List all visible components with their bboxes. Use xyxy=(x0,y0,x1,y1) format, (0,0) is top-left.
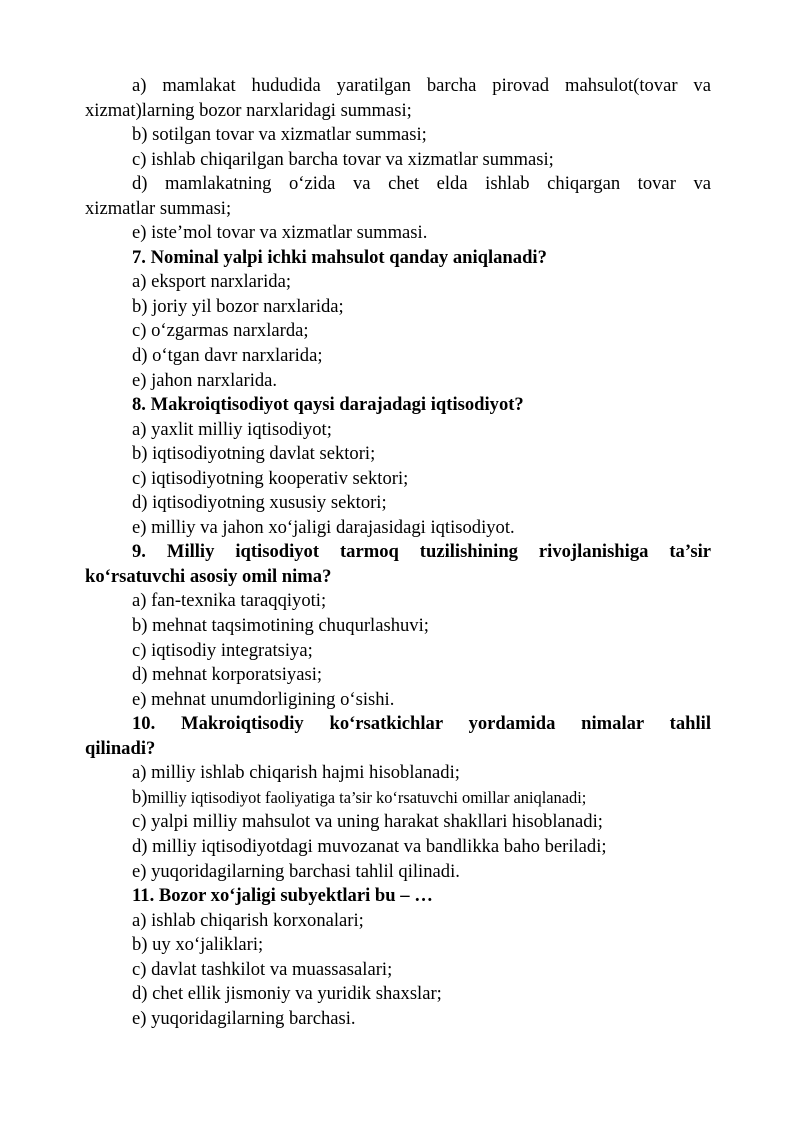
question-title: 7. Nominal yalpi ichki mahsulot qanday aniqlanadi? xyxy=(132,246,547,268)
option-line: c) davlat tashkilot va muassasalari; xyxy=(132,958,393,980)
option-letter: b) xyxy=(132,786,148,808)
option-line: a) mamlakat hududida yaratilgan barcha pirovad mahsulot(tovar va xyxy=(132,75,711,96)
option-line: b) iqtisodiyotning davlat sektori; xyxy=(132,443,376,465)
option-line: xizmatlar summasi; xyxy=(85,197,232,219)
option-line: b) uy xo‘jaliklari; xyxy=(132,934,264,956)
option-line: e) milliy va jahon xo‘jaligi darajasidagi iqtisodiyot. xyxy=(132,516,515,538)
option-line xyxy=(85,786,711,811)
option-line: a) milliy ishlab chiqarish hajmi hisoblanadi; xyxy=(132,762,460,784)
option-line: e) mehnat unumdorligining o‘sishi. xyxy=(132,688,395,710)
option-line: a) ishlab chiqarish korxonalari; xyxy=(132,909,364,931)
option-line: d) mamlakatning o‘zida va chet elda ishlab chiqargan tovar va xyxy=(132,173,711,195)
option-line: e) jahon narxlarida. xyxy=(132,369,278,391)
option-line: a) yaxlit milliy iqtisodiyot; xyxy=(132,418,332,440)
option-line: e) yuqoridagilarning barchasi tahlil qilinadi. xyxy=(132,860,460,882)
option-line: b) mehnat taqsimotining chuqurlashuvi; xyxy=(132,615,429,637)
question-title-continuation: ko‘rsatuvchi asosiy omil nima? xyxy=(85,565,332,587)
option-text-small: milliy iqtisodiyot faoliyatiga ta’sir ko‘rsatuvchi omillar aniqlanadi; xyxy=(147,787,587,807)
question-title: 11. Bozor xo‘jaligi subyektlari bu – … xyxy=(132,885,433,907)
question-title: 10. Makroiqtisodiy ko‘rsatkichlar yordamida nimalar tahlil xyxy=(132,713,711,735)
option-line: e) yuqoridagilarning barchasi. xyxy=(132,1007,356,1029)
option-line: c) yalpi milliy mahsulot va uning harakat shakllari hisoblanadi; xyxy=(132,811,603,833)
option-line: c) iqtisodiyotning kooperativ sektori; xyxy=(132,467,409,489)
option-line: a) eksport narxlarida; xyxy=(132,271,292,293)
option-line: b) sotilgan tovar va xizmatlar summasi; xyxy=(132,124,427,146)
option-line: b) joriy yil bozor narxlarida; xyxy=(132,295,344,317)
question-title: 9. Milliy iqtisodiyot tarmoq tuzilishining rivojlanishiga ta’sir xyxy=(132,541,711,563)
option-line: d) mehnat korporatsiyasi; xyxy=(132,664,323,686)
question-title: 8. Makroiqtisodiyot qaysi darajadagi iqtisodiyot? xyxy=(132,394,524,416)
option-line: c) ishlab chiqarilgan barcha tovar va xizmatlar summasi; xyxy=(132,148,554,170)
option-line: d) o‘tgan davr narxlarida; xyxy=(132,345,323,367)
question-title-continuation: qilinadi? xyxy=(85,737,156,759)
option-line: a) fan-texnika taraqqiyoti; xyxy=(132,590,327,612)
option-line: d) chet ellik jismoniy va yuridik shaxslar; xyxy=(132,983,442,1005)
option-line: d) iqtisodiyotning xususiy sektori; xyxy=(132,492,387,514)
option-line: c) iqtisodiy integratsiya; xyxy=(132,639,313,661)
document-content xyxy=(85,74,711,1031)
option-line: d) milliy iqtisodiyotdagi muvozanat va bandlikka baho beriladi; xyxy=(132,835,607,857)
option-line: e) iste’mol tovar va xizmatlar summasi. xyxy=(132,222,428,244)
option-line: c) o‘zgarmas narxlarda; xyxy=(132,320,309,342)
option-line: xizmat)larning bozor narxlaridagi summasi; xyxy=(85,99,412,121)
